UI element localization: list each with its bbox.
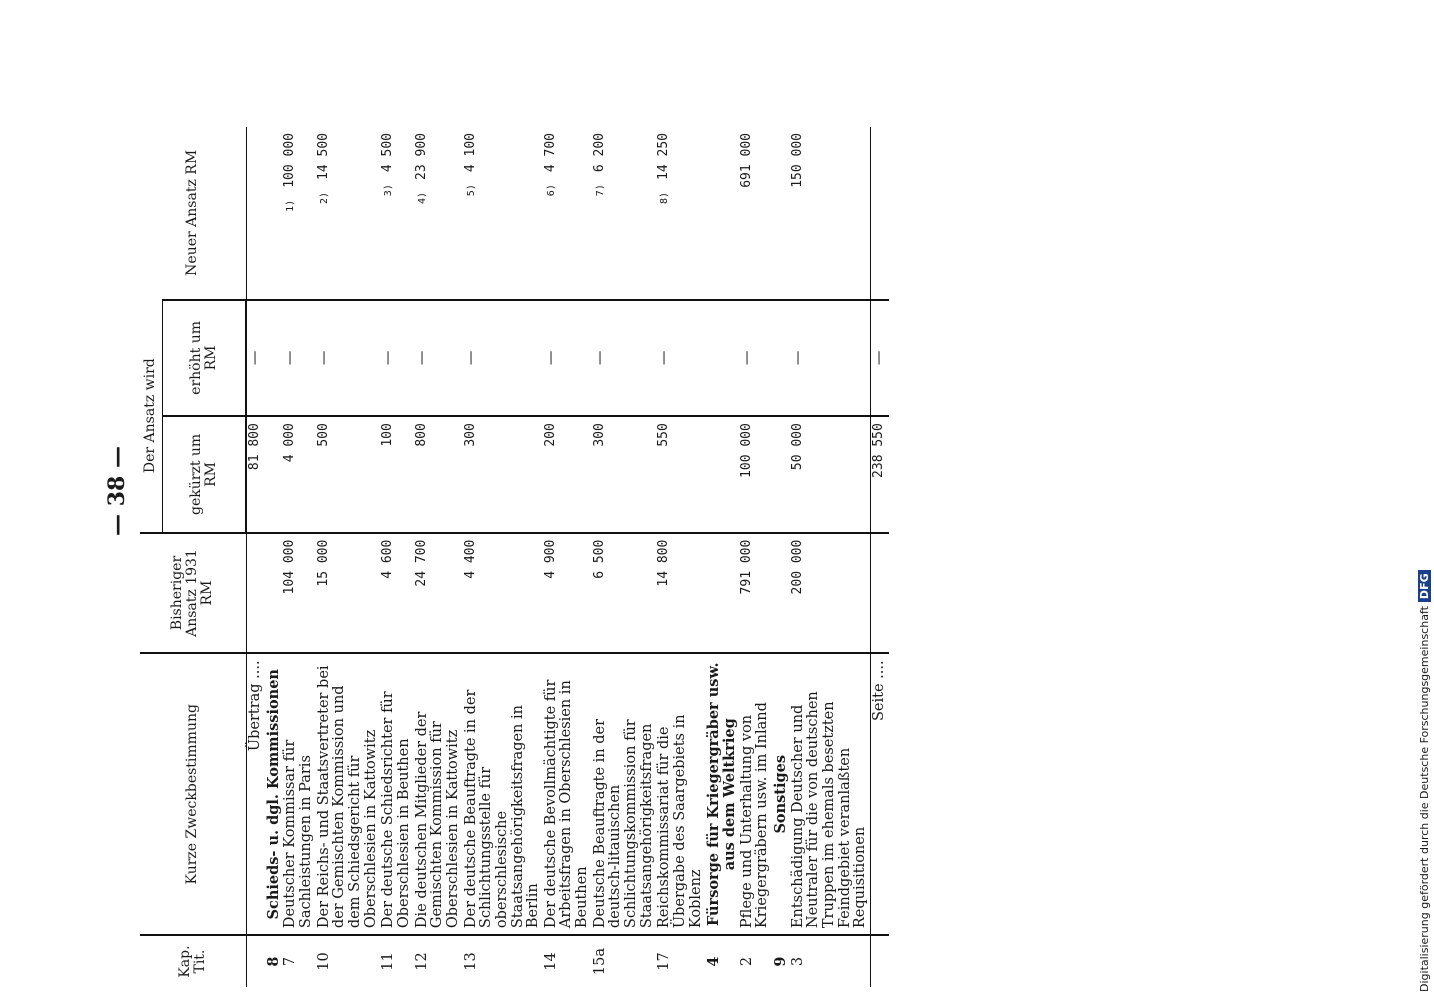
table-row: 10 Der Reichs- und Staatsvertreter bei der Gemischten Kommission und dem Schiedsgericht für Oberschlesien in Kattowitz 15 000 500 — 2)14 500: [316, 127, 381, 987]
table-row: 17 Reichskommissariat für die Übergabe des Saargebiets in Koblenz 14 800 550 — 8)14 250: [656, 127, 705, 987]
dfg-logo: DFG: [1418, 570, 1431, 602]
table-row: 2 Pflege und Unterhaltung von Kriegergräbern usw. im Inland 791 000 100 000 — 691 000: [739, 127, 772, 987]
table-row: Übertrag .... 81 800 —: [246, 127, 265, 987]
table-row: 13 Der deutsche Beauftragte in der Schlichtungsstelle für oberschlesische Staatsangehörigkeitsfragen in Berlin 4 400 300 — 5)4 100: [463, 127, 543, 987]
table-row: 7 Deutscher Kommissar für Sachleistungen in Paris 104 000 4 000 — 1)100 000: [282, 127, 315, 987]
header-zweck: Kurze Zweckbestimmung: [140, 653, 246, 935]
section-row: 4 Fürsorge für Kriegergräber usw. aus dem Weltkrieg: [705, 127, 738, 987]
sum-row: Seite .... 238 550 —: [870, 127, 888, 987]
table-row: 14 Der deutsche Bevollmächtigte für Arbeitsfragen in Oberschlesien in Beuthen 4 900 200 — 6)4 700: [543, 127, 592, 987]
table-row: 3 Entschädigung Deutscher und Neutraler für die von deutschen Truppen im ehemals besetzten Feindgebiet veranlaßten Requisitionen 200 000 50 000 — 150 000: [790, 127, 871, 987]
section-row: 8 Schieds- u. dgl. Kommissionen: [265, 127, 283, 987]
table-row: 12 Die deutschen Mitglieder der Gemischten Kommission für Oberschlesien in Kattowitz 24 700 800 — 4)23 900: [414, 127, 463, 987]
table-row: 11 Der deutsche Schiedsrichter für Oberschlesien in Beuthen 4 600 100 — 3)4 500: [380, 127, 413, 987]
header-group: Der Ansatz wird: [140, 300, 163, 533]
header-kap: Kap. Tit.: [140, 935, 246, 987]
header-gekuerzt: gekürzt um RM: [163, 416, 247, 533]
budget-table: [140, 127, 889, 987]
header-neuer: Neuer Ansatz RM: [140, 127, 246, 300]
page-number: — 38 —: [103, 446, 130, 536]
rotated-page-content: [140, 127, 1180, 987]
header-erhoeht: erhöht um RM: [163, 300, 247, 417]
dfg-credit-text: Digitalisierung gefördert durch die Deutsche Forschungsgemeinschaft: [1418, 606, 1431, 992]
header-bisheriger: Bisheriger Ansatz 1931 RM: [140, 533, 246, 654]
section-row: 9 Sonstiges: [772, 127, 790, 987]
dfg-credit: [1418, 570, 1431, 992]
table-row: 15a Deutsche Beauftragte in der deutsch-litauischen Schlichtungskommission für Staatsangehörigkeitsfragen 6 500 300 — 7)6 200: [592, 127, 657, 987]
table-body: [246, 127, 889, 987]
